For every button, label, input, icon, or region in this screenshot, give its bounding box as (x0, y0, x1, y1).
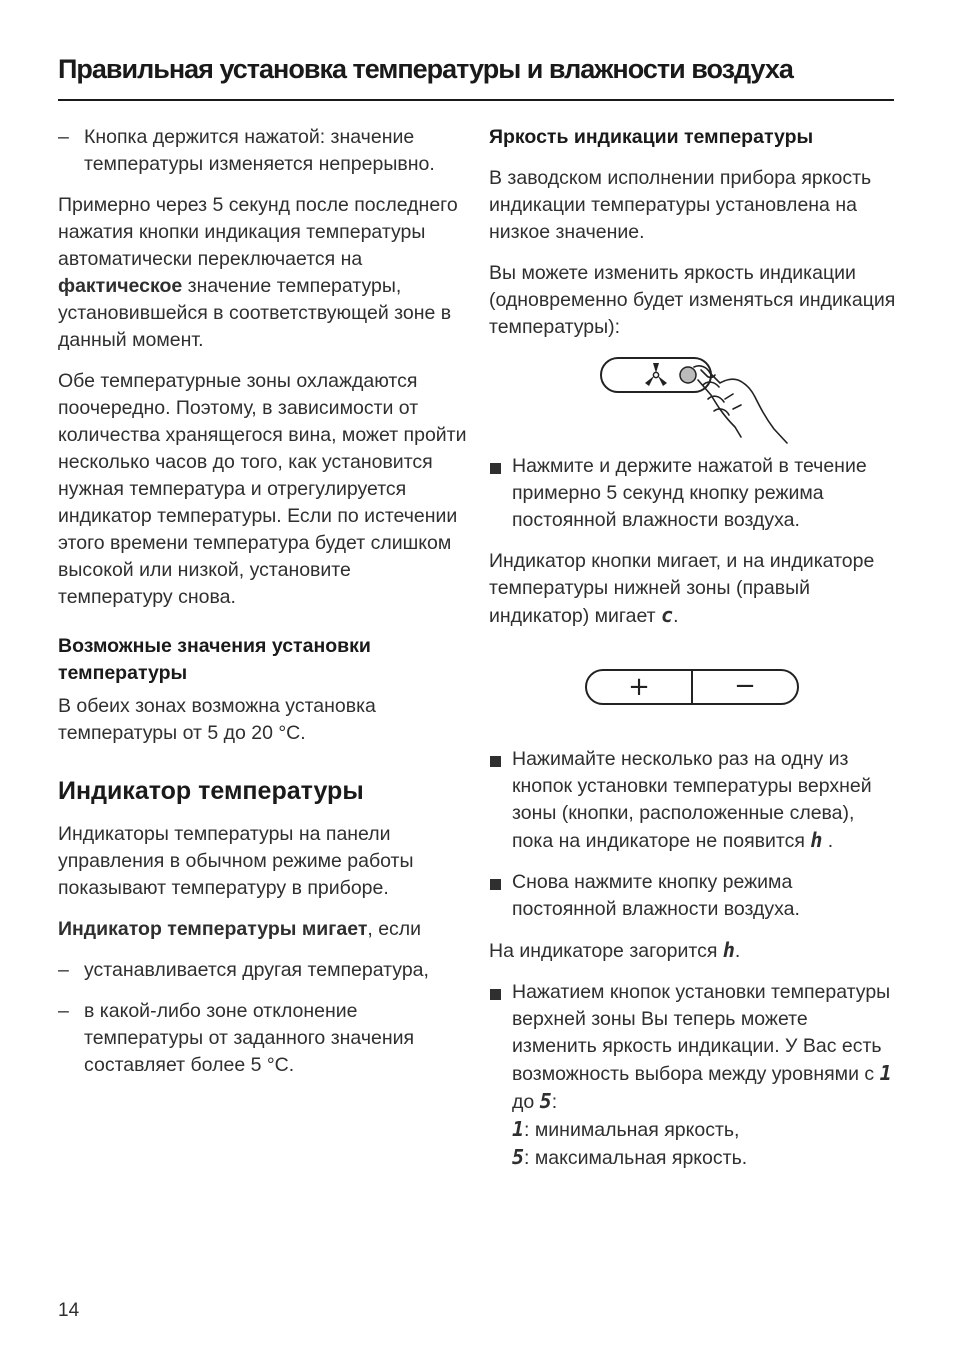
level-5-symbol: 5 (512, 1145, 525, 1169)
heading-temperature-indicator: Индикатор температуры (58, 777, 364, 805)
paragraph-indicator-blinks-c: Индикатор кнопки мигает, и на индикаторе температуры нижней зоны (правый индикатор) мигает c. (489, 550, 875, 627)
step-press-upper-zone: Нажимайте несколько раз на одну из кнопок установки температуры верхней зоны (кнопки, расположенные слева), пока на индикаторе не появится h . (489, 746, 897, 855)
dash-item-continuous: – Кнопка держится нажатой: значение температуры изменяется непрерывно. (58, 124, 468, 178)
paragraph-indicator-shows-h: На индикаторе загорится h. (489, 938, 741, 962)
level-1-text: : минимальная яркость, (524, 1119, 740, 1141)
step-hold-humidity-button: Нажмите и держите нажатой в течение примерно 5 секунд кнопку режима постоянной влажности воздуха. (489, 453, 897, 534)
paragraph-indicator-normal: Индикаторы температуры на панели управления в обычном режиме работы показывают температуру в приборе. (58, 823, 414, 899)
step-change-brightness: Нажатием кнопок установки температуры верхней зоны Вы теперь можете изменить яркость индикации. У Вас есть возможность выбора между уровнями с 1 до 5: 1: минимальная яркость, 5: максимальная яркость. (489, 979, 897, 1172)
segment-h-symbol-2: h (722, 938, 735, 962)
level-1-symbol: 1 (512, 1117, 525, 1141)
dash-item-other-temperature: – устанавливается другая температура, (58, 957, 468, 984)
paragraph-zones-cooling: Обе температурные зоны охлаждаются поочередно. Поэтому, в зависимости от количества хранящегося вина, может пройти несколько часов до того, как установится нужная температура и отрегулируется индикатор температуры. Если по истечении этого времени температура будет слишком высокой или низкой, установите температуру снова. (58, 370, 467, 608)
bold-actual: фактическое (58, 275, 183, 297)
segment-h-symbol: h (810, 828, 823, 852)
minus-button-label: − (734, 671, 756, 701)
page-title: Правильная установка температуры и влажности воздуха (58, 54, 793, 84)
segment-1-symbol: 1 (879, 1061, 892, 1085)
page-number: 14 (58, 1300, 80, 1321)
step-press-humidity-again: Снова нажмите кнопку режима постоянной влажности воздуха. (489, 869, 897, 923)
dash-item-deviation: – в какой-либо зоне отклонение температуры от заданного значения составляет более 5 °C. (58, 998, 468, 1079)
plus-minus-buttons (489, 654, 897, 718)
paragraph-actual-value: Примерно через 5 секунд после последнего нажатия кнопки индикация температуры автоматически переключается на фактическое значение температуры, установившейся в соответствующей зоне в данный момент. (58, 194, 458, 351)
level-5-text: : максимальная яркость. (524, 1147, 748, 1169)
paragraph-range: В обеих зонах возможна установка температуры от 5 до 20 °C. (58, 695, 376, 744)
right-column (489, 124, 897, 1186)
humidity-button-illustration (489, 347, 897, 445)
left-column (58, 124, 468, 1093)
segment-5-symbol: 5 (539, 1089, 552, 1113)
heading-brightness: Яркость индикации температуры (489, 126, 814, 148)
paragraph-change-brightness: Вы можете изменить яркость индикации (одновременно будет изменяться индикация температуры): (489, 262, 896, 338)
title-rule (58, 99, 894, 101)
pressing-hand-icon (694, 366, 787, 443)
paragraph-factory-brightness: В заводском исполнении прибора яркость индикации температуры установлена на низкое значение. (489, 167, 872, 243)
paragraph-indicator-blinks: Индикатор температуры мигает, если (58, 918, 422, 940)
heading-possible-values: Возможные значения установки температуры (58, 635, 371, 684)
fan-icon (645, 363, 667, 386)
indicator-led-icon (680, 367, 696, 383)
segment-c-symbol: c (661, 603, 674, 627)
plus-button-label: + (628, 672, 650, 702)
